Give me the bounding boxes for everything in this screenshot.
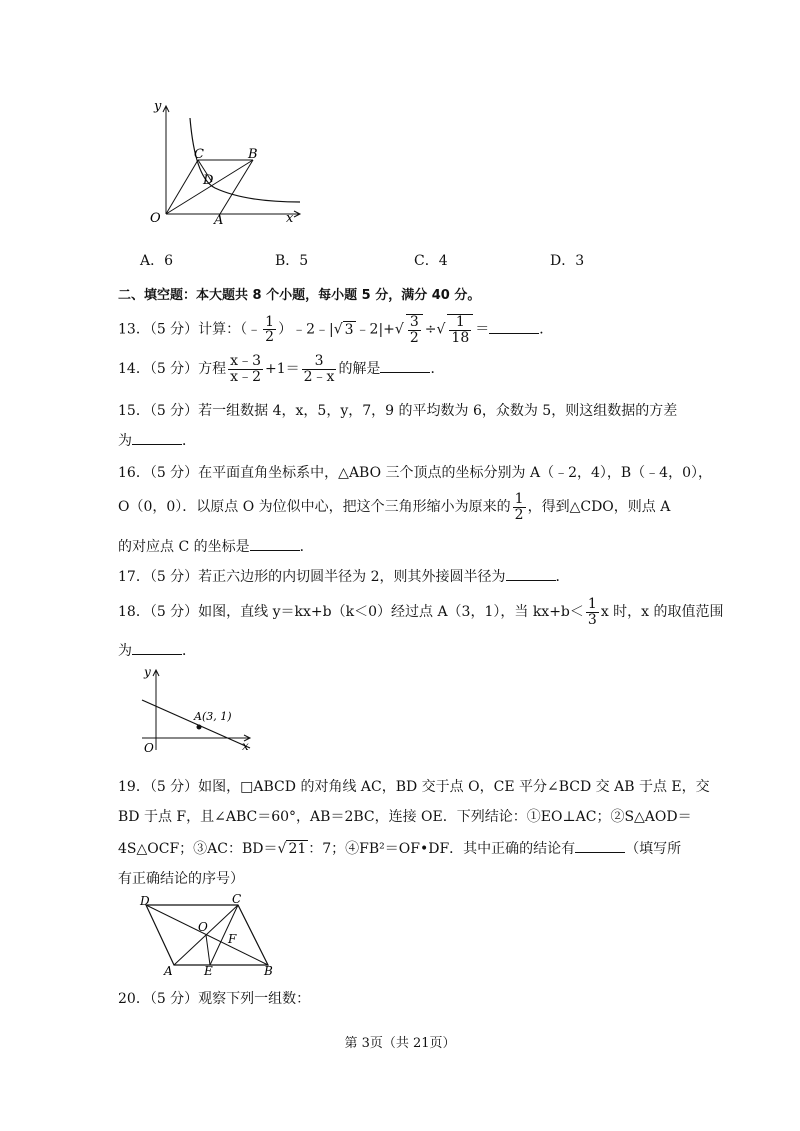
answer-blank	[380, 360, 430, 373]
fig-label-a: A	[214, 213, 224, 228]
question-16-line-2: O（0，0）．以原点 O 为位似中心，把这个三角形缩小为原来的 $\frac{1}{2}$ ，得到△CDO，则点 A	[118, 491, 671, 523]
fig-label-y: y	[154, 99, 162, 114]
figure-parallelogram	[138, 893, 288, 978]
fig-label-d: D	[203, 173, 214, 188]
svg-text:B: B	[264, 964, 273, 978]
fig-label-c: C	[194, 147, 204, 162]
answer-blank	[489, 321, 539, 334]
svg-text:D: D	[140, 894, 150, 908]
question-17: 17．（5 分）若正六边形的内切圆半径为 2，则其外接圆半径为 ．	[118, 569, 570, 585]
svg-text:F: F	[228, 932, 237, 946]
question-15-line-2: 为 ．	[118, 433, 196, 449]
question-14: 14．（5 分）方程 $\frac{x﹣3}{x﹣2}$ +1＝ $\frac{3}{2﹣x}$ 的解是 ．	[118, 353, 445, 385]
svg-text:A: A	[164, 964, 173, 978]
question-18-line-2: 为 ．	[118, 643, 196, 659]
question-18-line-1: 18．（5 分）如图，直线 y＝kx+b（k＜0）经过点 A（3，1），当 kx+b＜ $\frac{1}{3}$ x 时，x 的取值范围	[118, 596, 724, 628]
page-footer: 第 3页（共 21页）	[344, 1036, 456, 1051]
svg-text:E: E	[204, 964, 213, 978]
option-a: A．6	[140, 253, 174, 269]
option-c: C．4	[414, 253, 448, 269]
svg-text:A(3, 1): A(3, 1)	[194, 710, 232, 723]
svg-text:O: O	[198, 920, 208, 934]
figure-line-graph	[138, 660, 258, 755]
fig-label-x: x	[286, 211, 294, 226]
question-16-line-3: 的对应点 C 的坐标是 ．	[118, 539, 314, 555]
question-19-line-1: 19．（5 分）如图，□ABCD 的对角线 AC，BD 交于点 O，CE 平分∠BCD 交 AB 于点 E，交	[118, 779, 710, 795]
svg-text:C: C	[232, 893, 242, 906]
option-d: D．3	[550, 253, 585, 269]
fig-label-o: O	[150, 211, 161, 226]
svg-text:x: x	[242, 739, 249, 753]
question-13: 13．（5 分）计算：（﹣ $\frac{1}{2}$ ）﹣2﹣|√ 3 ﹣2|+√ $\frac{3}{2}$ ÷√ $\frac{1}{18}$ ＝ ．	[118, 313, 554, 346]
section-title: 二、填空题：本大题共 8 个小题，每小题 5 分，满分 40 分。	[118, 288, 481, 303]
question-20: 20．（5 分）观察下列一组数：	[118, 991, 311, 1007]
question-19-line-3: 4S△OCF；③AC：BD＝√ 21 ：7；④FB²＝OF•DF．其中正确的结论有 （填写所	[118, 841, 682, 857]
svg-text:y: y	[144, 665, 151, 679]
question-19-line-2: BD 于点 F，且∠ABC＝60°，AB＝2BC，连接 OE．下列结论：①EO⊥AC；②S△AOD＝	[118, 809, 692, 825]
question-19-line-4: 有正确结论的序号）	[118, 871, 244, 887]
question-16-line-1: 16．（5 分）在平面直角坐标系中，△ABO 三个顶点的坐标分别为 A（﹣2，4），B（﹣4，0），	[118, 465, 712, 481]
option-b: B．5	[275, 253, 309, 269]
svg-text:O: O	[144, 741, 154, 755]
question-15-line-1: 15．（5 分）若一组数据 4，x，5，y，7，9 的平均数为 6，众数为 5，则这组数据的方差	[118, 403, 678, 419]
fig-label-b: B	[248, 147, 258, 162]
figure-curve-parallelogram	[140, 98, 310, 228]
